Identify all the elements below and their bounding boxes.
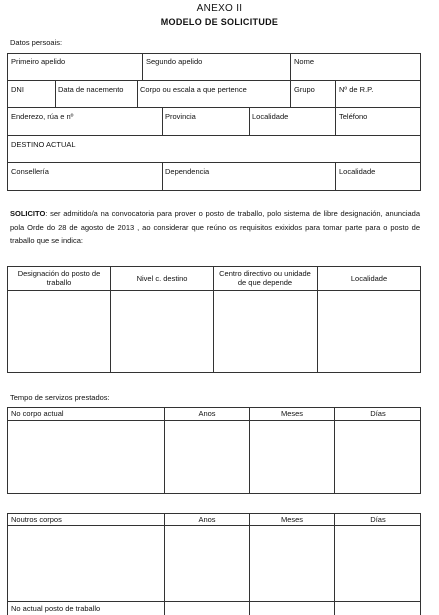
table-top-border bbox=[7, 513, 421, 514]
row-divider bbox=[7, 135, 421, 136]
days-header: Días bbox=[370, 409, 386, 418]
phone-field[interactable]: Teléfono bbox=[339, 112, 368, 121]
post-header-level: Nivel c. destino bbox=[136, 274, 188, 283]
col-divider bbox=[317, 266, 318, 373]
service-time-label: Tempo de servizos prestados: bbox=[10, 393, 110, 402]
row-divider bbox=[7, 601, 421, 602]
col-divider bbox=[335, 80, 336, 107]
group-field[interactable]: Grupo bbox=[294, 85, 315, 94]
current-corps-label: No corpo actual bbox=[11, 409, 64, 418]
col-divider bbox=[334, 407, 335, 494]
col-divider bbox=[110, 266, 111, 373]
department-field[interactable]: Consellería bbox=[11, 167, 49, 176]
name-field[interactable]: Nome bbox=[294, 57, 315, 66]
dependency-field[interactable]: Dependencia bbox=[165, 167, 210, 176]
other-corps-label: Noutros corpos bbox=[11, 515, 62, 524]
row-divider bbox=[7, 80, 421, 81]
col-divider bbox=[137, 80, 138, 107]
months-header: Meses bbox=[280, 409, 304, 418]
years-header: Anos bbox=[198, 515, 216, 524]
request-keyword: SOLICITO bbox=[10, 209, 46, 218]
col-divider bbox=[249, 513, 250, 615]
current-destination-label: DESTINO ACTUAL bbox=[11, 140, 76, 149]
request-paragraph bbox=[10, 207, 420, 248]
months-header: Meses bbox=[280, 515, 304, 524]
form-title: MODELO DE SOLICITUDE bbox=[160, 17, 279, 27]
personal-data-label: Datos persoais: bbox=[10, 38, 63, 47]
col-divider bbox=[290, 80, 291, 107]
days-header: Días bbox=[370, 515, 386, 524]
second-surname-field[interactable]: Segundo apelido bbox=[146, 57, 203, 66]
col-divider bbox=[162, 162, 163, 191]
col-divider bbox=[213, 266, 214, 373]
col-divider bbox=[164, 513, 165, 615]
request-text: : ser admitido/a na convocatoria para prover o posto de traballo, polo sistema de libre designación, anunciada pola Orde do 28 de agosto de 2013 , ao considerar que reúno os requisitos exixidos para tomar parte para o posto de traballo que se indica: bbox=[10, 209, 420, 245]
annex-label: ANEXO II bbox=[196, 3, 243, 14]
col-divider bbox=[162, 107, 163, 135]
col-divider bbox=[249, 407, 250, 494]
row-divider bbox=[7, 107, 421, 108]
col-divider bbox=[335, 107, 336, 135]
col-divider bbox=[290, 53, 291, 80]
years-header: Anos bbox=[198, 409, 216, 418]
current-post-label: No actual posto de traballo bbox=[11, 604, 101, 613]
col-divider bbox=[55, 80, 56, 107]
left-border bbox=[7, 513, 8, 615]
row-divider bbox=[7, 162, 421, 163]
province-field[interactable]: Provincia bbox=[165, 112, 196, 121]
header-divider bbox=[7, 420, 421, 421]
corps-field[interactable]: Corpo ou escala a que pertence bbox=[140, 85, 247, 94]
destination-locality-field[interactable]: Localidade bbox=[339, 167, 376, 176]
rp-number-field[interactable]: Nº de R.P. bbox=[339, 85, 374, 94]
col-divider bbox=[164, 407, 165, 494]
address-field[interactable]: Enderezo, rúa e nº bbox=[11, 112, 74, 121]
birth-date-field[interactable]: Data de nacemento bbox=[58, 85, 124, 94]
first-surname-field[interactable]: Primeiro apelido bbox=[11, 57, 66, 66]
col-divider bbox=[334, 513, 335, 615]
post-header-designation: Designación do posto de traballo bbox=[17, 269, 101, 287]
col-divider bbox=[249, 107, 250, 135]
header-divider bbox=[7, 525, 421, 526]
post-header-centre: Centro directivo ou unidade de que depende bbox=[219, 269, 311, 287]
dni-field[interactable]: DNI bbox=[11, 85, 24, 94]
header-divider bbox=[7, 290, 421, 291]
right-border bbox=[420, 513, 421, 615]
col-divider bbox=[335, 162, 336, 191]
post-header-locality: Localidade bbox=[350, 274, 388, 283]
locality-field[interactable]: Localidade bbox=[252, 112, 289, 121]
col-divider bbox=[142, 53, 143, 80]
